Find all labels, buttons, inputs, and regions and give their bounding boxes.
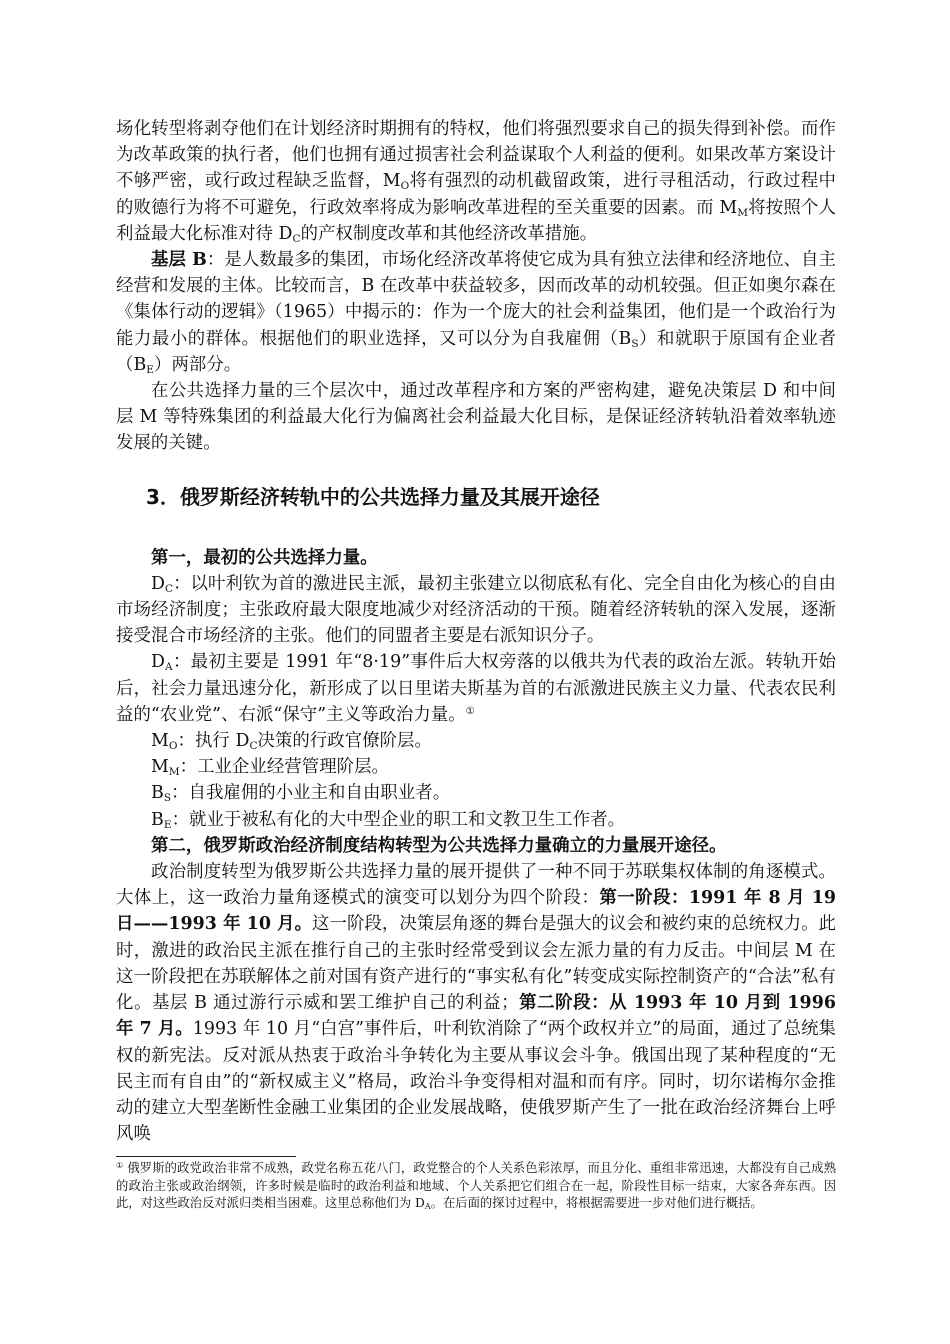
first-subheading: 第一，最初的公共选择力量。	[151, 547, 378, 568]
item-dc: $D_C$：以叶利钦为首的激进民主派，最初主张建立以彻底私有化、完全自由化为核心的自由市场经济制度；主张政府最大限度地减少对经济活动的干预。随着经济转轨的深入发展，逐渐接受混合市场经济的主张。他们的同盟者主要是右派知识分子。	[116, 573, 836, 647]
stage-one-label: 第一阶段：1991 年 8 月 19 日——1993 年 10 月。	[116, 888, 836, 935]
item-be: $B_E$：就业于被私有化的大中型企业的职工和文教卫生工作者。	[151, 809, 626, 831]
paragraph-political-stages: 政治制度转型为俄罗斯公共选择力量的展开提供了一种不同于苏联集权体制的角逐模式。大体上，这一政治力量角逐模式的演变可以划分为四个阶段：第一阶段：1991 年 8 月 19 日——1993 年 10 月。这一阶段，决策层角逐的舞台是强大的议会和被约束的总统权力。此时，激进的政治民主派在推行自己的主张时经常受到议会左派力量的有力反击。中间层 M 在这一阶段把在苏联解体之前对国有资产进行的“事实私有化”转变成实际控制资产的“合法”私有化。基层 B 通过游行示威和罢工维护自己的利益；第二阶段：从 1993 年 10 月到 1996 年 7 月。1993 年 10 月“白宫”事件后，叶利钦消除了“两个政权并立”的局面，通过了总统集权的新宪法。反对派从热衷于政治斗争转化为主要从事议会斗争。俄国出现了某种程度的“无民主而有自由”的“新权威主义”格局，政治斗争变得相对温和而有序。同时，切尔诺梅尔金推动的建立大型垄断性金融工业集团的企业发展战略，使俄罗斯产生了一批在政治经济舞台上呼风唤	[116, 862, 836, 1145]
paragraph-three-levels-summary: 在公共选择力量的三个层次中，通过改革程序和方案的严密构建，避免决策层 D 和中间层 M 等特殊集团的利益最大化行为偏离社会利益最大化目标，是保证经济转轨沿着效率轨迹发展的关键。	[116, 381, 836, 454]
second-subheading: 第二，俄罗斯政治经济制度结构转型为公共选择力量确立的力量展开途径。	[151, 835, 727, 856]
section-heading: 3．俄罗斯经济转轨中的公共选择力量及其展开途径	[146, 484, 600, 509]
footnote-divider	[116, 1156, 296, 1157]
item-mo: $M_O$：执行 $D_C$决策的行政官僚阶层。	[151, 731, 432, 753]
stage-two-label: 第二阶段：从 1993 年 10 月到 1996 年 7 月。	[116, 993, 836, 1040]
base-layer-label: 基层 B	[151, 250, 207, 271]
footnote-reference[interactable]: ①	[465, 705, 475, 717]
paragraph-base-layer: 基层 B：是人数最多的集团，市场化经济改革将使它成为具有独立法律和经济地位、自主经营和发展的主体。比较而言，B 在改革中获益较多，因而改革的动机较强。但正如奥尔森在《集体行动的逻辑》（1965）中揭示的：作为一个庞大的社会利益集团，他们是一个政治行为能力最小的群体。根据他们的职业选择，又可以分为自我雇佣$(B_S)$和就职于原国有企业者$(B_E)$两部分。	[116, 250, 836, 376]
document-page	[116, 116, 836, 1147]
item-da: $D_A$：最初主要是 1991 年“8·19”事件后大权旁落的以俄共为代表的政治左派。转轨开始后，社会力量迅速分化，新形成了以日里诺夫斯基为首的右派激进民族主义力量、代表农民利益的“农业党”、右派“保守”主义等政治力量。①	[116, 652, 836, 725]
paragraph-mid-layer-continuation: 场化转型将剥夺他们在计划经济时期拥有的特权，他们将强烈要求自己的损失得到补偿。而作为改革政策的执行者，他们也拥有通过损害社会利益谋取个人利益的便利。如果改革方案设计不够严密，或行政过程缺乏监督，$M_O$将有强烈的动机截留政策，进行寻租活动，行政过程中的败德行为将不可避免，行政效率将成为影响改革进程的至关重要的因素。而 $M_M$将按照个人利益最大化标准对待 $D_C$的产权制度改革和其他经济改革措施。	[116, 119, 836, 245]
item-bs: $B_S$：自我雇佣的小业主和自由职业者。	[151, 783, 451, 805]
item-mm: $M_M$：工业企业经营管理阶层。	[151, 757, 389, 779]
footnote: ① 俄罗斯的政党政治非常不成熟，政党名称五花八门，政党整合的个人关系色彩浓厚，而且分化、重组非常迅速，大都没有自己成熟的政治主张或政治纲领，许多时候是临时的政治利益和地域、个人关系把它们组合在一起，阶段性目标一结束，大家各奔东西。因此，对这些政治反对派归类相当困难。这里总称他们为 $D_A$。在后面的探讨过程中，将根据需要进一步对他们进行概括。	[116, 1161, 836, 1212]
footnote-mark: ①	[116, 1161, 124, 1170]
